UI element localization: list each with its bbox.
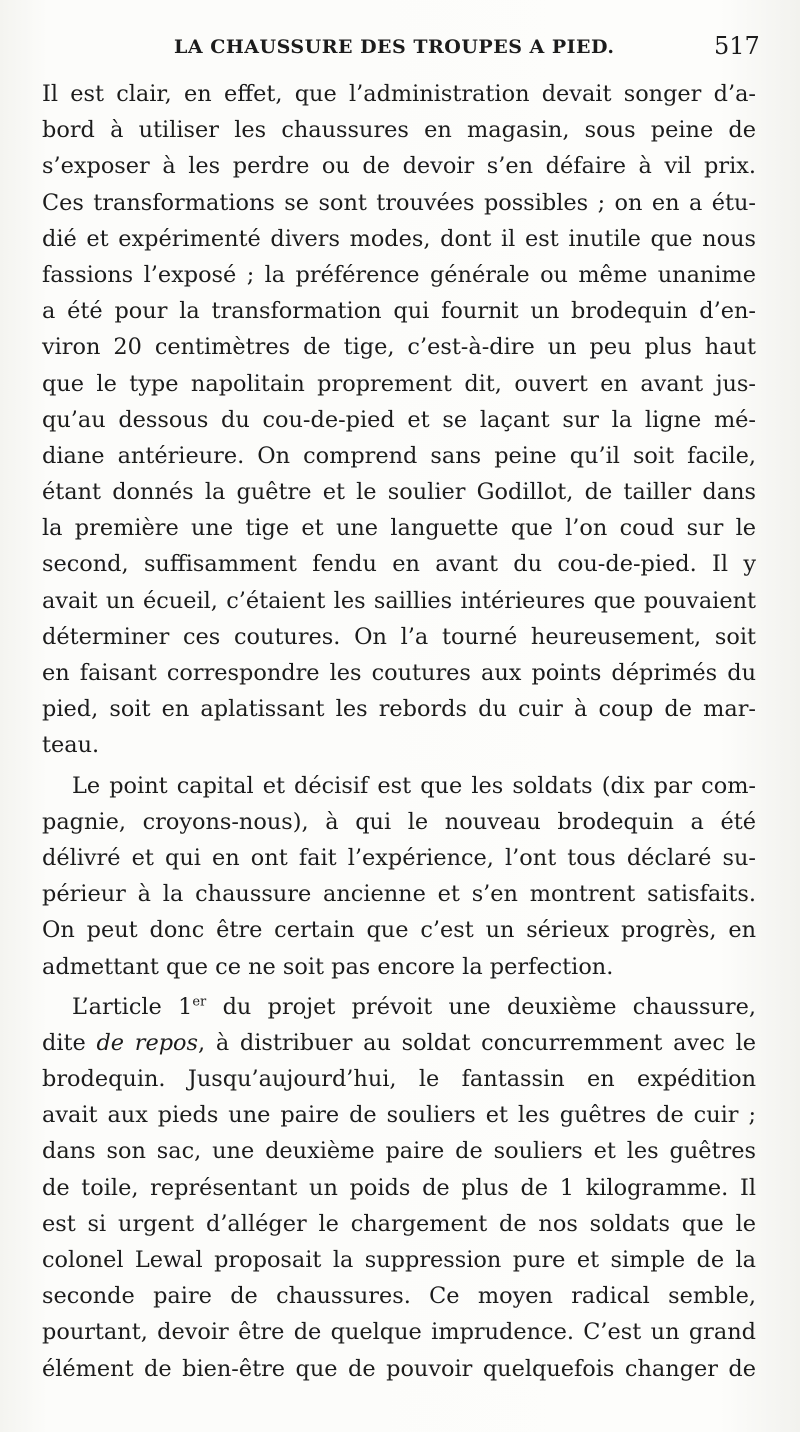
running-head xyxy=(0,30,800,70)
text-line: élément de bien-être que de pouvoir quelquefois changer de xyxy=(42,1355,756,1382)
italic-term: de repos xyxy=(96,1029,199,1056)
text-line: avait un écueil, c’étaient les saillies intérieures que pouvaient xyxy=(42,587,756,614)
text-line: pourtant, devoir être de quelque imprudence. C’est un grand xyxy=(42,1319,756,1346)
text-run: dite xyxy=(42,1029,97,1056)
text-line: déterminer ces coutures. On l’a tourné heureusement, soit xyxy=(42,623,756,650)
text-line: Il est clair, en effet, que l’administration devait songer d’a- xyxy=(42,81,756,107)
running-title: LA CHAUSSURE DES TROUPES A PIED. xyxy=(174,36,615,58)
text-line: que le type napolitain proprement dit, ouvert en avant jus- xyxy=(42,370,756,397)
text-line: colonel Lewal proposait la suppression pure et simple de la xyxy=(42,1247,756,1273)
page-number: 517 xyxy=(714,32,760,60)
text-line: On peut donc être certain que c’est un sérieux progrès, en xyxy=(42,917,756,944)
text-line: Le point capital et décisif est que les soldats (dix par com- xyxy=(72,772,756,799)
superscript: er xyxy=(192,994,207,1010)
text-line xyxy=(42,989,756,1025)
paragraph-2 xyxy=(42,768,756,985)
text-line: délivré et qui en ont fait l’expérience, l’ont tous déclaré su- xyxy=(42,844,756,871)
text-line: de toile, représentant un poids de plus de 1 kilogramme. Il xyxy=(42,1174,756,1201)
text-line: est si urgent d’alléger le chargement de nos soldats que le xyxy=(42,1210,756,1237)
text-line: dié et expérimenté divers modes, dont il est inutile que nous xyxy=(42,225,756,252)
text-line: dans son sac, une deuxième paire de souliers et les guêtres xyxy=(42,1138,756,1165)
text-line: viron 20 centimètres de tige, c’est-à-dire un peu plus haut xyxy=(42,334,756,361)
text-line: périeur à la chaussure ancienne et s’en montrent satisfaits. xyxy=(42,881,756,908)
text-line: second, suffisamment fendu en avant du cou-de-pied. Il y xyxy=(42,551,756,578)
text-line: Ces transformations se sont trouvées possibles ; on en a étu- xyxy=(42,189,756,216)
text-line: seconde paire de chaussures. Ce moyen radical semble, xyxy=(42,1283,756,1310)
text-line: brodequin. Jusqu’aujourd’hui, le fantassin en expédition xyxy=(42,1066,756,1093)
text-line: fassions l’exposé ; la préférence générale ou même unanime xyxy=(42,261,756,288)
body-text xyxy=(42,76,756,1387)
paragraph-3 xyxy=(42,989,756,1387)
text-line: qu’au dessous du cou-de-pied et se laçant sur la ligne mé- xyxy=(42,406,756,433)
text-line: diane antérieure. On comprend sans peine qu’il soit facile, xyxy=(42,442,756,469)
text-line: étant donnés la guêtre et le soulier Godillot, de tailler dans xyxy=(42,479,756,506)
text-line xyxy=(42,1025,756,1061)
text-run: du projet prévoit une deuxième chaussure, xyxy=(206,993,756,1020)
text-line: pied, soit en aplatissant les rebords du cuir à coup de mar- xyxy=(42,696,756,723)
text-line: avait aux pieds une paire de souliers et les guêtres de cuir ; xyxy=(42,1102,756,1129)
text-line: la première une tige et une languette que l’on coud sur le xyxy=(42,515,756,542)
text-line: s’exposer à les perdre ou de devoir s’en défaire à vil prix. xyxy=(42,153,756,180)
text-run: L’article 1 xyxy=(72,993,193,1020)
text-line: en faisant correspondre les coutures aux points déprimés du xyxy=(42,660,756,686)
text-line: bord à utiliser les chaussures en magasin, sous peine de xyxy=(42,117,756,144)
text-line: pagnie, croyons-nous), à qui le nouveau brodequin a été xyxy=(42,808,756,835)
text-run: , à distribuer au soldat concurremment avec le xyxy=(198,1029,756,1056)
text-line: admettant que ce ne soit pas encore la perfection. xyxy=(42,953,614,980)
text-line: a été pour la transformation qui fournit un brodequin d’en- xyxy=(42,298,756,325)
paragraph-1 xyxy=(42,76,756,764)
text-line: teau. xyxy=(42,732,100,759)
